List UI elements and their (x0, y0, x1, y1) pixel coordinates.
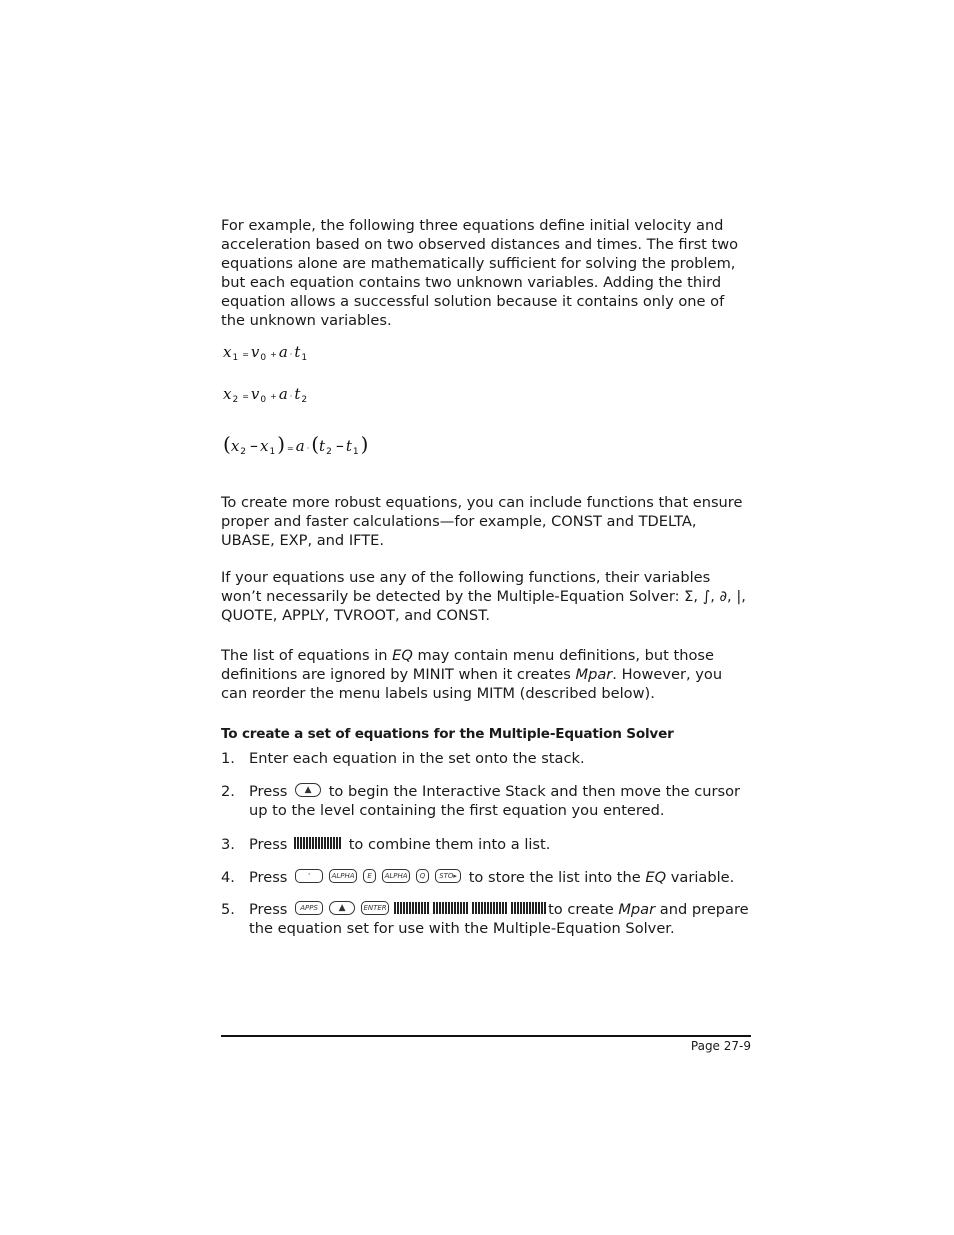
eq3-x1: x (260, 437, 269, 455)
eq2-t-sub: 2 (301, 395, 308, 405)
eq2-x: x (223, 385, 232, 403)
eq1-x: x (223, 343, 232, 361)
step-text (249, 835, 761, 854)
equation-2 (223, 385, 309, 403)
apps-key-icon: APPS (295, 901, 323, 915)
eq3-t2: t (319, 437, 326, 455)
eq1-t-sub: 1 (301, 353, 308, 363)
intro-paragraph (221, 216, 751, 330)
page-number: Page 27-9 (690, 1039, 751, 1053)
step-1 (221, 749, 761, 768)
step-number: 5. (221, 901, 235, 918)
list-softkey-icon (294, 837, 342, 849)
mes-softkey-icon (472, 902, 507, 914)
sto-key-icon: STO▸ (435, 869, 461, 883)
eq2-plus: + (270, 392, 277, 401)
eq3-t1: t (345, 437, 352, 455)
step-press: Press (249, 783, 288, 800)
mpar-variable: Mpar (618, 901, 656, 918)
e-key-icon: E (363, 869, 376, 883)
step-post-2: and prepare the equation set for use with the Multiple-Equation Solver. (249, 901, 749, 937)
section-heading: To create a set of equations for the Multiple-Equation Solver (221, 726, 674, 742)
eq3-close-paren-2: ) (360, 432, 369, 456)
alpha-key-icon: ALPHA (382, 869, 410, 883)
step-text (249, 782, 761, 820)
step-press: Press (249, 836, 288, 853)
eq3-t1-sub: 1 (352, 447, 359, 457)
step-post: to combine them into a list. (344, 836, 551, 853)
up-arrow-key-icon: ▲ (329, 901, 355, 915)
minit-softkey-icon (511, 902, 546, 914)
eq1-v: v (250, 343, 260, 361)
eq3-a: a (295, 437, 305, 455)
step-press: Press (249, 901, 288, 918)
eqlib-softkey-icon (433, 902, 468, 914)
step-number: 1. (221, 750, 235, 767)
eq1-plus: + (270, 350, 277, 359)
step-press: Press (249, 869, 288, 886)
step-number: 4. (221, 869, 235, 886)
eqlib-softkey-icon (394, 902, 429, 914)
robust-text: To create more robust equations, you can include functions that ensure proper and faster calculations—for example, CONST and TDELTA, UBASE, EXP, and IFTE. (221, 494, 743, 549)
step-3 (221, 835, 761, 854)
eq3-t2-sub: 2 (326, 447, 332, 457)
eq2-v: v (250, 385, 260, 403)
eq2-t: t (294, 385, 301, 403)
intro-text: For example, the following three equations define initial velocity and acceleration based on two observed distances and times. The first two equations alone are mathematically sufficient for solving the problem, but each equation contains two unknown variables. Adding the third equation allows a successful solution because it contains only one of the unknown variables. (221, 217, 739, 329)
eq2-equals: = (242, 392, 249, 401)
step-text: Enter each equation in the set onto the stack. (249, 750, 585, 767)
list-paragraph (221, 646, 751, 703)
step-5 (221, 900, 761, 938)
eq3-x2: x (230, 437, 240, 455)
q-key-icon: Q (416, 869, 429, 883)
eq1-equals: = (242, 350, 249, 359)
equation-3 (223, 432, 368, 456)
enter-key-icon: ENTER (361, 901, 389, 915)
step-text (249, 900, 761, 938)
footer-rule (221, 1035, 751, 1037)
eq1-t: t (294, 343, 301, 361)
eq3-x1-sub: 1 (269, 447, 276, 457)
list-text-3: . However, you can reorder the menu labels using MITM (described below). (221, 666, 723, 702)
functions-text: If your equations use any of the following functions, their variables won’t necessarily be detected by the Multiple-Equation Solver: Σ, ∫, ∂, |, QUOTE, APPLY, TVROOT, and CONST. (221, 569, 746, 624)
eq-variable: EQ (392, 647, 413, 664)
step-post-2: variable. (666, 869, 735, 886)
eq1-x-sub: 1 (232, 353, 239, 363)
tick-key-icon: ' (295, 869, 323, 883)
list-text-2: may contain menu definitions, but those definitions are ignored by MINIT when it creates (221, 647, 715, 683)
eq3-minus-2: – (335, 436, 344, 455)
list-text (221, 646, 751, 703)
step-post: to create (548, 901, 619, 918)
eq3-close-paren: ) (277, 432, 286, 456)
eq1-a: a (278, 343, 288, 361)
step-text (249, 868, 761, 887)
up-arrow-key-icon: ▲ (295, 783, 321, 797)
mpar-variable: Mpar (575, 666, 613, 683)
eq3-x2-sub: 2 (240, 447, 247, 457)
eq3-open-paren-2: ( (311, 432, 320, 456)
step-number: 2. (221, 783, 235, 800)
step-post: to begin the Interactive Stack and then move the cursor up to the level containing the first equation you entered. (249, 783, 741, 819)
eq1-v-sub: 0 (260, 353, 267, 363)
list-text-1: The list of equations in (221, 647, 393, 664)
eq-variable: EQ (645, 869, 667, 886)
functions-paragraph (221, 568, 751, 625)
eq2-dot: · (289, 392, 293, 401)
eq1-dot: · (289, 350, 293, 359)
eq3-minus: – (250, 436, 259, 455)
eq3-equals: = (287, 444, 294, 453)
step-4 (221, 868, 761, 887)
eq2-x-sub: 2 (232, 395, 239, 405)
eq3-open-paren: ( (223, 432, 231, 456)
equation-1 (223, 343, 309, 361)
eq2-a: a (278, 385, 288, 403)
eq3-dot: · (306, 444, 310, 453)
step-post: to store the list into the (464, 869, 646, 886)
robust-paragraph (221, 493, 751, 550)
step-2 (221, 782, 761, 820)
eq2-v-sub: 0 (260, 395, 267, 405)
step-number: 3. (221, 836, 235, 853)
alpha-key-icon: ALPHA (329, 869, 357, 883)
